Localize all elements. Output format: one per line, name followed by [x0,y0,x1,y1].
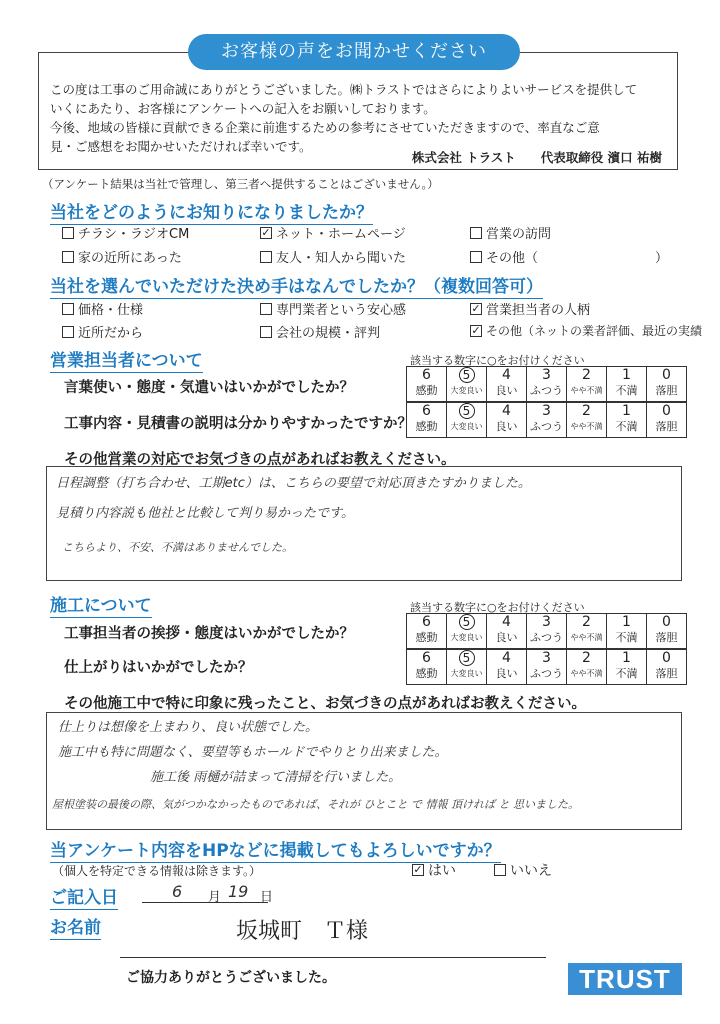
rating-value: 0 [662,650,671,666]
rating-label: 大変良い [450,633,483,642]
option-label: 専門業者という安心感 [276,303,407,318]
rating-label: 良い [495,420,518,433]
rating-option[interactable] [607,367,647,402]
rating-option[interactable] [527,367,567,402]
rating-number [407,403,446,420]
rating-label: 不満 [615,667,638,680]
sales-question-b: 工事内容・見積書の説明は分かりやすかったですか？ [64,416,412,432]
construction-comment-line: 屋根塗装の最後の際、気がつかなかったものであれば、それが ひとこと で 情報 頂ければ と 思いました。 [52,798,579,811]
rating-value: 4 [502,650,511,666]
consent-no[interactable] [494,860,552,880]
q1-option[interactable] [260,247,406,266]
rating-number [527,650,566,667]
rating-label: ふつう [530,631,563,644]
rating-label: 不満 [615,420,638,433]
q1-option[interactable] [62,247,182,266]
sales-comment-line: 見積り内容説も他社と比較して判り易かったです。 [56,506,354,521]
option-label: 営業担当者の人柄 [486,303,591,318]
rating-label: 感動 [415,667,438,680]
rating-option[interactable] [447,614,487,649]
rating-value: 0 [662,367,671,383]
rating-option[interactable] [527,650,567,685]
rating-option[interactable] [647,367,687,402]
rating-option[interactable] [607,614,647,649]
rating-option[interactable] [527,403,567,438]
rating-value: 1 [622,614,631,630]
rating-number [447,367,486,384]
option-label: 家の近所にあった [78,251,182,266]
sales-question-a: 言葉使い・態度・気遣いはいかがでしたか？ [64,380,354,396]
rating-number [607,367,646,384]
rating-number [647,403,686,420]
rating-grid-construction-b[interactable] [406,649,687,685]
rating-option[interactable] [487,650,527,685]
rating-number [647,650,686,667]
rating-value: 0 [662,403,671,419]
consent-question: 当アンケート内容をHPなどに掲載してもよろしいですか？ [50,836,501,863]
option-label: 会社の規模・評判 [276,326,381,341]
rating-option[interactable] [567,614,607,649]
sales-comment-line: こちらより、不安、不満はありませんでした。 [62,541,293,554]
rating-number [647,367,686,384]
q2-option[interactable] [62,299,143,318]
rating-value: 2 [582,614,591,630]
rating-value: 3 [542,367,551,383]
rating-label: ふつう [530,667,563,680]
option-label: ネット・ホームページ [276,227,406,242]
rating-label: 感動 [415,384,438,397]
rating-number [527,614,566,631]
checkbox[interactable] [260,326,272,338]
construction-comment-line: 施工中も特に問題なく、要望等もホールドでやりとり出来ました。 [58,745,448,760]
intro-line: この度は工事のご用命誠にありがとうございました。㈱トラストではさらによりよいサービスを提供して [50,82,638,97]
date-day[interactable]: 19 [228,882,249,901]
rating-number [607,614,646,631]
intro-text [50,80,670,156]
name-line [120,957,546,958]
q1-option[interactable] [470,223,551,242]
date-month-unit: 月 [208,890,222,905]
q2-heading: 当社を選んでいただけた決め手はなんでしたか？（複数回答可） [50,272,543,299]
rating-value: 5 [459,403,475,419]
q1-option[interactable] [260,223,406,242]
q1-heading: 当社をどのようにお知りになりましたか？ [50,198,373,225]
construction-question-a: 工事担当者の挨拶・態度はいかがでしたか？ [64,626,354,642]
rating-option[interactable] [527,614,567,649]
date-day-unit: 日 [260,890,274,905]
q2-option[interactable] [470,322,702,339]
checkbox[interactable]: ✓ [261,225,271,239]
rating-option[interactable] [647,403,687,438]
customer-name[interactable]: 坂城町 Ｔ様 [236,919,369,944]
rating-label: 落胆 [655,631,678,644]
rating-number [567,650,606,667]
rating-value: 0 [662,614,671,630]
date-label: ご記入日 [50,883,118,910]
rating-option[interactable] [567,650,607,685]
q1-option[interactable] [62,223,189,242]
rating-option[interactable] [407,367,447,402]
option-label: 価格・仕様 [78,303,144,318]
rating-value: 6 [422,614,431,630]
checkbox[interactable]: ✓ [413,863,423,876]
rating-number [407,650,446,667]
checkbox[interactable] [62,227,74,239]
construction-comment-line: 仕上りは想像を上まわり、良い状態でした。 [58,720,319,735]
rating-label: 大変良い [450,386,483,395]
rating-label: 感動 [415,631,438,644]
consent-no-label: いいえ [510,863,552,879]
consent-note: （個人を特定できる情報は除きます。） [52,864,262,878]
rating-number [567,367,606,384]
rating-label: 不満 [615,384,638,397]
rating-number [487,367,526,384]
checkbox[interactable] [470,251,482,263]
rating-option[interactable] [447,367,487,402]
option-label: 近所だから [78,326,144,341]
rating-value: 5 [459,367,475,383]
construction-heading: 施工について [50,591,152,618]
checkbox[interactable] [62,326,74,338]
rating-number [527,367,566,384]
option-label: その他（ネットの業者評価、最近の実績 [486,324,703,338]
rating-option[interactable] [407,650,447,685]
intro-line: いくにあたり、お客様にアンケートへの記入をお願いしております。 [50,101,436,116]
name-label: お名前 [50,913,101,940]
checkbox[interactable] [470,227,482,239]
rating-value: 4 [502,403,511,419]
rating-label: やや不満 [570,422,603,431]
rating-label: やや不満 [570,633,603,642]
rating-option[interactable] [487,367,527,402]
intro-line: 今後、地域の皆様に貢献できる企業に前進するための参考にさせていただきますので、率直なご意 [50,120,600,135]
rating-value: 3 [542,650,551,666]
rating-value: 2 [582,367,591,383]
q2-option[interactable] [62,322,143,341]
rating-value: 1 [622,367,631,383]
rating-option[interactable] [567,367,607,402]
checkbox[interactable] [62,303,74,315]
rating-number [647,614,686,631]
rating-value: 6 [422,403,431,419]
checkbox[interactable]: ✓ [471,301,481,315]
rating-value: 6 [422,367,431,383]
survey-title: お客様の声をお聞かせください [188,34,520,70]
rating-label: 不満 [615,631,638,644]
checkbox[interactable] [260,303,272,315]
rating-value: 5 [459,614,475,630]
rating-option[interactable] [647,650,687,685]
intro-line: 見・ご感想をお聞かせいただければ幸いです。 [50,139,312,154]
rating-number [487,614,526,631]
rating-number [527,403,566,420]
rating-value: 5 [459,650,475,666]
rating-grid-sales-b[interactable] [406,402,687,438]
rating-label: やや不満 [570,669,603,678]
rating-number [447,614,486,631]
rating-hint: 該当する数字に○をお付けください [410,601,585,614]
rating-option[interactable] [407,614,447,649]
rating-option[interactable] [447,403,487,438]
date-line [142,902,268,903]
rating-label: 大変良い [450,422,483,431]
rating-number [447,403,486,420]
rating-value: 2 [582,650,591,666]
rating-number [487,650,526,667]
option-label: 友人・知人から聞いた [276,251,407,266]
rating-label: ふつう [530,420,563,433]
rating-label: 感動 [415,420,438,433]
rating-number [567,614,606,631]
sales-heading: 営業担当者について [50,346,203,373]
rating-grid-construction-a[interactable] [406,613,687,649]
rating-value: 4 [502,614,511,630]
rating-number [487,403,526,420]
consent-yes-label: はい [428,863,456,879]
q2-option[interactable] [260,322,380,341]
consent-yes[interactable] [412,860,456,880]
rating-hint: 該当する数字に○をお付けください [410,354,585,367]
sales-comment-line: 日程調整（打ち合わせ、工期etc）は、こちらの要望で対応頂きたすかりました。 [56,476,531,491]
option-label: 営業の訪問 [486,227,552,242]
rating-value: 6 [422,650,431,666]
rating-value: 1 [622,403,631,419]
rating-option[interactable] [607,403,647,438]
date-month[interactable]: 6 [172,882,183,901]
option-label: その他（ ） [486,251,669,266]
rating-option[interactable] [567,403,607,438]
rating-option[interactable] [407,403,447,438]
construction-question-b: 仕上がりはいかがでしたか？ [64,660,253,676]
q1-option[interactable] [470,247,668,266]
rating-label: 良い [495,667,518,680]
rating-number [407,614,446,631]
rating-option[interactable] [647,614,687,649]
rating-number [607,650,646,667]
company-signature: 株式会社 トラスト 代表取締役 濱口 祐樹 [411,150,662,165]
checkbox[interactable] [260,251,272,263]
rating-label: やや不満 [570,386,603,395]
rating-value: 3 [542,614,551,630]
rating-grid-sales-a[interactable] [406,366,687,402]
rating-number [607,403,646,420]
rating-label: 良い [495,631,518,644]
rating-option[interactable] [487,614,527,649]
thanks-text: ご協力ありがとうございました。 [126,970,336,986]
q2-option[interactable] [470,299,590,318]
rating-value: 4 [502,367,511,383]
sales-comment-prompt: その他営業の対応でお気づきの点があればお教えください。 [64,452,456,468]
rating-label: 落胆 [655,384,678,397]
rating-label: ふつう [530,384,563,397]
rating-number [407,367,446,384]
rating-label: 大変良い [450,669,483,678]
rating-label: 落胆 [655,420,678,433]
checkbox[interactable] [494,864,506,876]
rating-value: 2 [582,403,591,419]
rating-label: 落胆 [655,667,678,680]
rating-number [447,650,486,667]
rating-value: 1 [622,650,631,666]
checkbox[interactable]: ✓ [471,323,481,337]
construction-comment-line: 施工後 雨樋が詰まって清掃を行いました。 [150,770,402,785]
rating-number [567,403,606,420]
rating-option[interactable] [447,650,487,685]
option-label: チラシ・ラジオCM [78,227,190,242]
q2-option[interactable] [260,299,406,318]
checkbox[interactable] [62,251,74,263]
rating-option[interactable] [487,403,527,438]
rating-option[interactable] [607,650,647,685]
privacy-notice: （アンケート結果は当社で管理し、第三者へ提供することはございません。） [42,177,439,191]
rating-label: 良い [495,384,518,397]
construction-comment-prompt: その他施工中で特に印象に残ったこと、お気づきの点があればお教えください。 [64,696,586,712]
trust-logo: TRUST [568,963,682,995]
rating-value: 3 [542,403,551,419]
